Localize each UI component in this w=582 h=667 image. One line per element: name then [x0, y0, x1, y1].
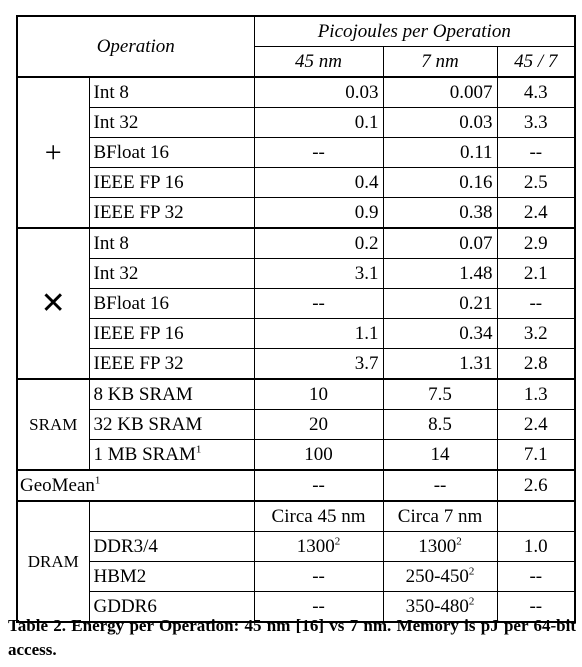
value-7nm: 0.21 — [383, 289, 497, 319]
value-7nm: 350-480 — [405, 595, 469, 617]
energy-table — [16, 15, 576, 623]
value-7nm-cell — [383, 532, 497, 562]
table-row — [17, 259, 575, 289]
value-7nm: -- — [383, 470, 497, 501]
sram-group-label: SRAM — [17, 379, 89, 470]
value-ratio: 2.9 — [497, 228, 575, 259]
table-row — [17, 289, 575, 319]
op-label: 32 KB SRAM — [89, 410, 254, 440]
table-row — [17, 228, 575, 259]
value-7nm: 0.11 — [383, 138, 497, 168]
op-label: GDDR6 — [89, 592, 254, 623]
value-ratio: 7.1 — [497, 440, 575, 471]
value-45nm: 0.4 — [254, 168, 383, 198]
op-label: HBM2 — [89, 562, 254, 592]
op-label: IEEE FP 16 — [89, 168, 254, 198]
value-7nm: 250-450 — [405, 565, 469, 587]
empty-cell — [497, 501, 575, 532]
footnote-marker: 1 — [94, 474, 101, 487]
op-label: Int 8 — [89, 77, 254, 108]
operation-header: Operation — [17, 16, 254, 77]
value-ratio: 2.4 — [497, 410, 575, 440]
op-label: IEEE FP 32 — [89, 198, 254, 229]
table-caption: Table 2. Energy per Operation: 45 nm [16] vs 7 nm. Memory is pJ per 64-bit access. — [8, 616, 576, 659]
table-row — [17, 319, 575, 349]
value-ratio: 1.3 — [497, 379, 575, 410]
geomean-label: GeoMean — [20, 474, 95, 496]
col-7nm-header: 7 nm — [383, 47, 497, 78]
value-ratio: -- — [497, 138, 575, 168]
value-45nm: 100 — [254, 440, 383, 471]
value-45nm: -- — [254, 138, 383, 168]
value-45nm: 10 — [254, 379, 383, 410]
table-row — [17, 410, 575, 440]
footnote-marker: 2 — [456, 535, 462, 548]
value-ratio: -- — [497, 562, 575, 592]
value-ratio: 3.2 — [497, 319, 575, 349]
value-7nm: 0.03 — [383, 108, 497, 138]
op-label: 1 MB SRAM — [93, 443, 196, 465]
op-label: BFloat 16 — [89, 289, 254, 319]
value-7nm: 0.07 — [383, 228, 497, 259]
value-ratio: 3.3 — [497, 108, 575, 138]
value-7nm: 0.007 — [383, 77, 497, 108]
value-45nm: 1.1 — [254, 319, 383, 349]
add-symbol: + — [17, 77, 89, 228]
op-label-with-footnote — [89, 440, 254, 471]
value-7nm-cell — [383, 562, 497, 592]
value-7nm: 7.5 — [383, 379, 497, 410]
value-7nm: 0.16 — [383, 168, 497, 198]
value-ratio: 1.0 — [497, 532, 575, 562]
picojoules-header: Picojoules per Operation — [254, 16, 575, 47]
op-label: Int 8 — [89, 228, 254, 259]
value-ratio: 2.8 — [497, 349, 575, 380]
table-row — [17, 379, 575, 410]
col-ratio-header: 45 / 7 — [497, 47, 575, 78]
value-45nm: 0.9 — [254, 198, 383, 229]
value-7nm: 14 — [383, 440, 497, 471]
value-45nm: 20 — [254, 410, 383, 440]
value-ratio: -- — [497, 592, 575, 623]
footnote-marker: 2 — [334, 535, 341, 548]
table-row — [17, 138, 575, 168]
value-ratio: 2.5 — [497, 168, 575, 198]
table-row — [17, 562, 575, 592]
op-label: 8 KB SRAM — [89, 379, 254, 410]
value-45nm: -- — [254, 289, 383, 319]
value-45nm: 0.1 — [254, 108, 383, 138]
multiply-symbol: ✕ — [17, 228, 89, 379]
value-7nm: 1.48 — [383, 259, 497, 289]
value-7nm: 0.38 — [383, 198, 497, 229]
footnote-marker: 1 — [195, 443, 202, 456]
value-ratio: 2.1 — [497, 259, 575, 289]
dram-circa-row — [17, 501, 575, 532]
value-45nm: 3.7 — [254, 349, 383, 380]
dram-group-label: DRAM — [17, 501, 89, 622]
table-row — [17, 77, 575, 108]
table-row — [17, 440, 575, 471]
table-row — [17, 532, 575, 562]
op-label: DDR3/4 — [89, 532, 254, 562]
footnote-marker: 2 — [468, 595, 475, 608]
value-45nm: 3.1 — [254, 259, 383, 289]
op-label: IEEE FP 32 — [89, 349, 254, 380]
value-45nm: -- — [254, 470, 383, 501]
value-ratio: 2.6 — [497, 470, 575, 501]
energy-table-container — [16, 15, 574, 623]
circa-45nm-label: Circa 45 nm — [254, 501, 383, 532]
value-ratio: -- — [497, 289, 575, 319]
empty-cell — [89, 501, 254, 532]
table-row — [17, 349, 575, 380]
value-ratio: 2.4 — [497, 198, 575, 229]
table-row — [17, 198, 575, 229]
value-45nm: -- — [254, 562, 383, 592]
op-label: BFloat 16 — [89, 138, 254, 168]
geomean-label-cell — [17, 470, 254, 501]
value-ratio: 4.3 — [497, 77, 575, 108]
value-7nm: 0.34 — [383, 319, 497, 349]
value-45nm: -- — [254, 592, 383, 623]
value-45nm-cell — [254, 532, 383, 562]
value-7nm: 1300 — [418, 535, 457, 557]
value-45nm: 0.03 — [254, 77, 383, 108]
value-45nm: 0.2 — [254, 228, 383, 259]
table-row — [17, 168, 575, 198]
value-7nm: 1.31 — [383, 349, 497, 380]
circa-7nm-label: Circa 7 nm — [383, 501, 497, 532]
table-row — [17, 108, 575, 138]
op-label: Int 32 — [89, 108, 254, 138]
value-7nm: 8.5 — [383, 410, 497, 440]
footnote-marker: 2 — [468, 565, 475, 578]
value-45nm: 1300 — [296, 535, 335, 557]
op-label: Int 32 — [89, 259, 254, 289]
op-label: IEEE FP 16 — [89, 319, 254, 349]
col-45nm-header: 45 nm — [254, 47, 383, 78]
geomean-row — [17, 470, 575, 501]
